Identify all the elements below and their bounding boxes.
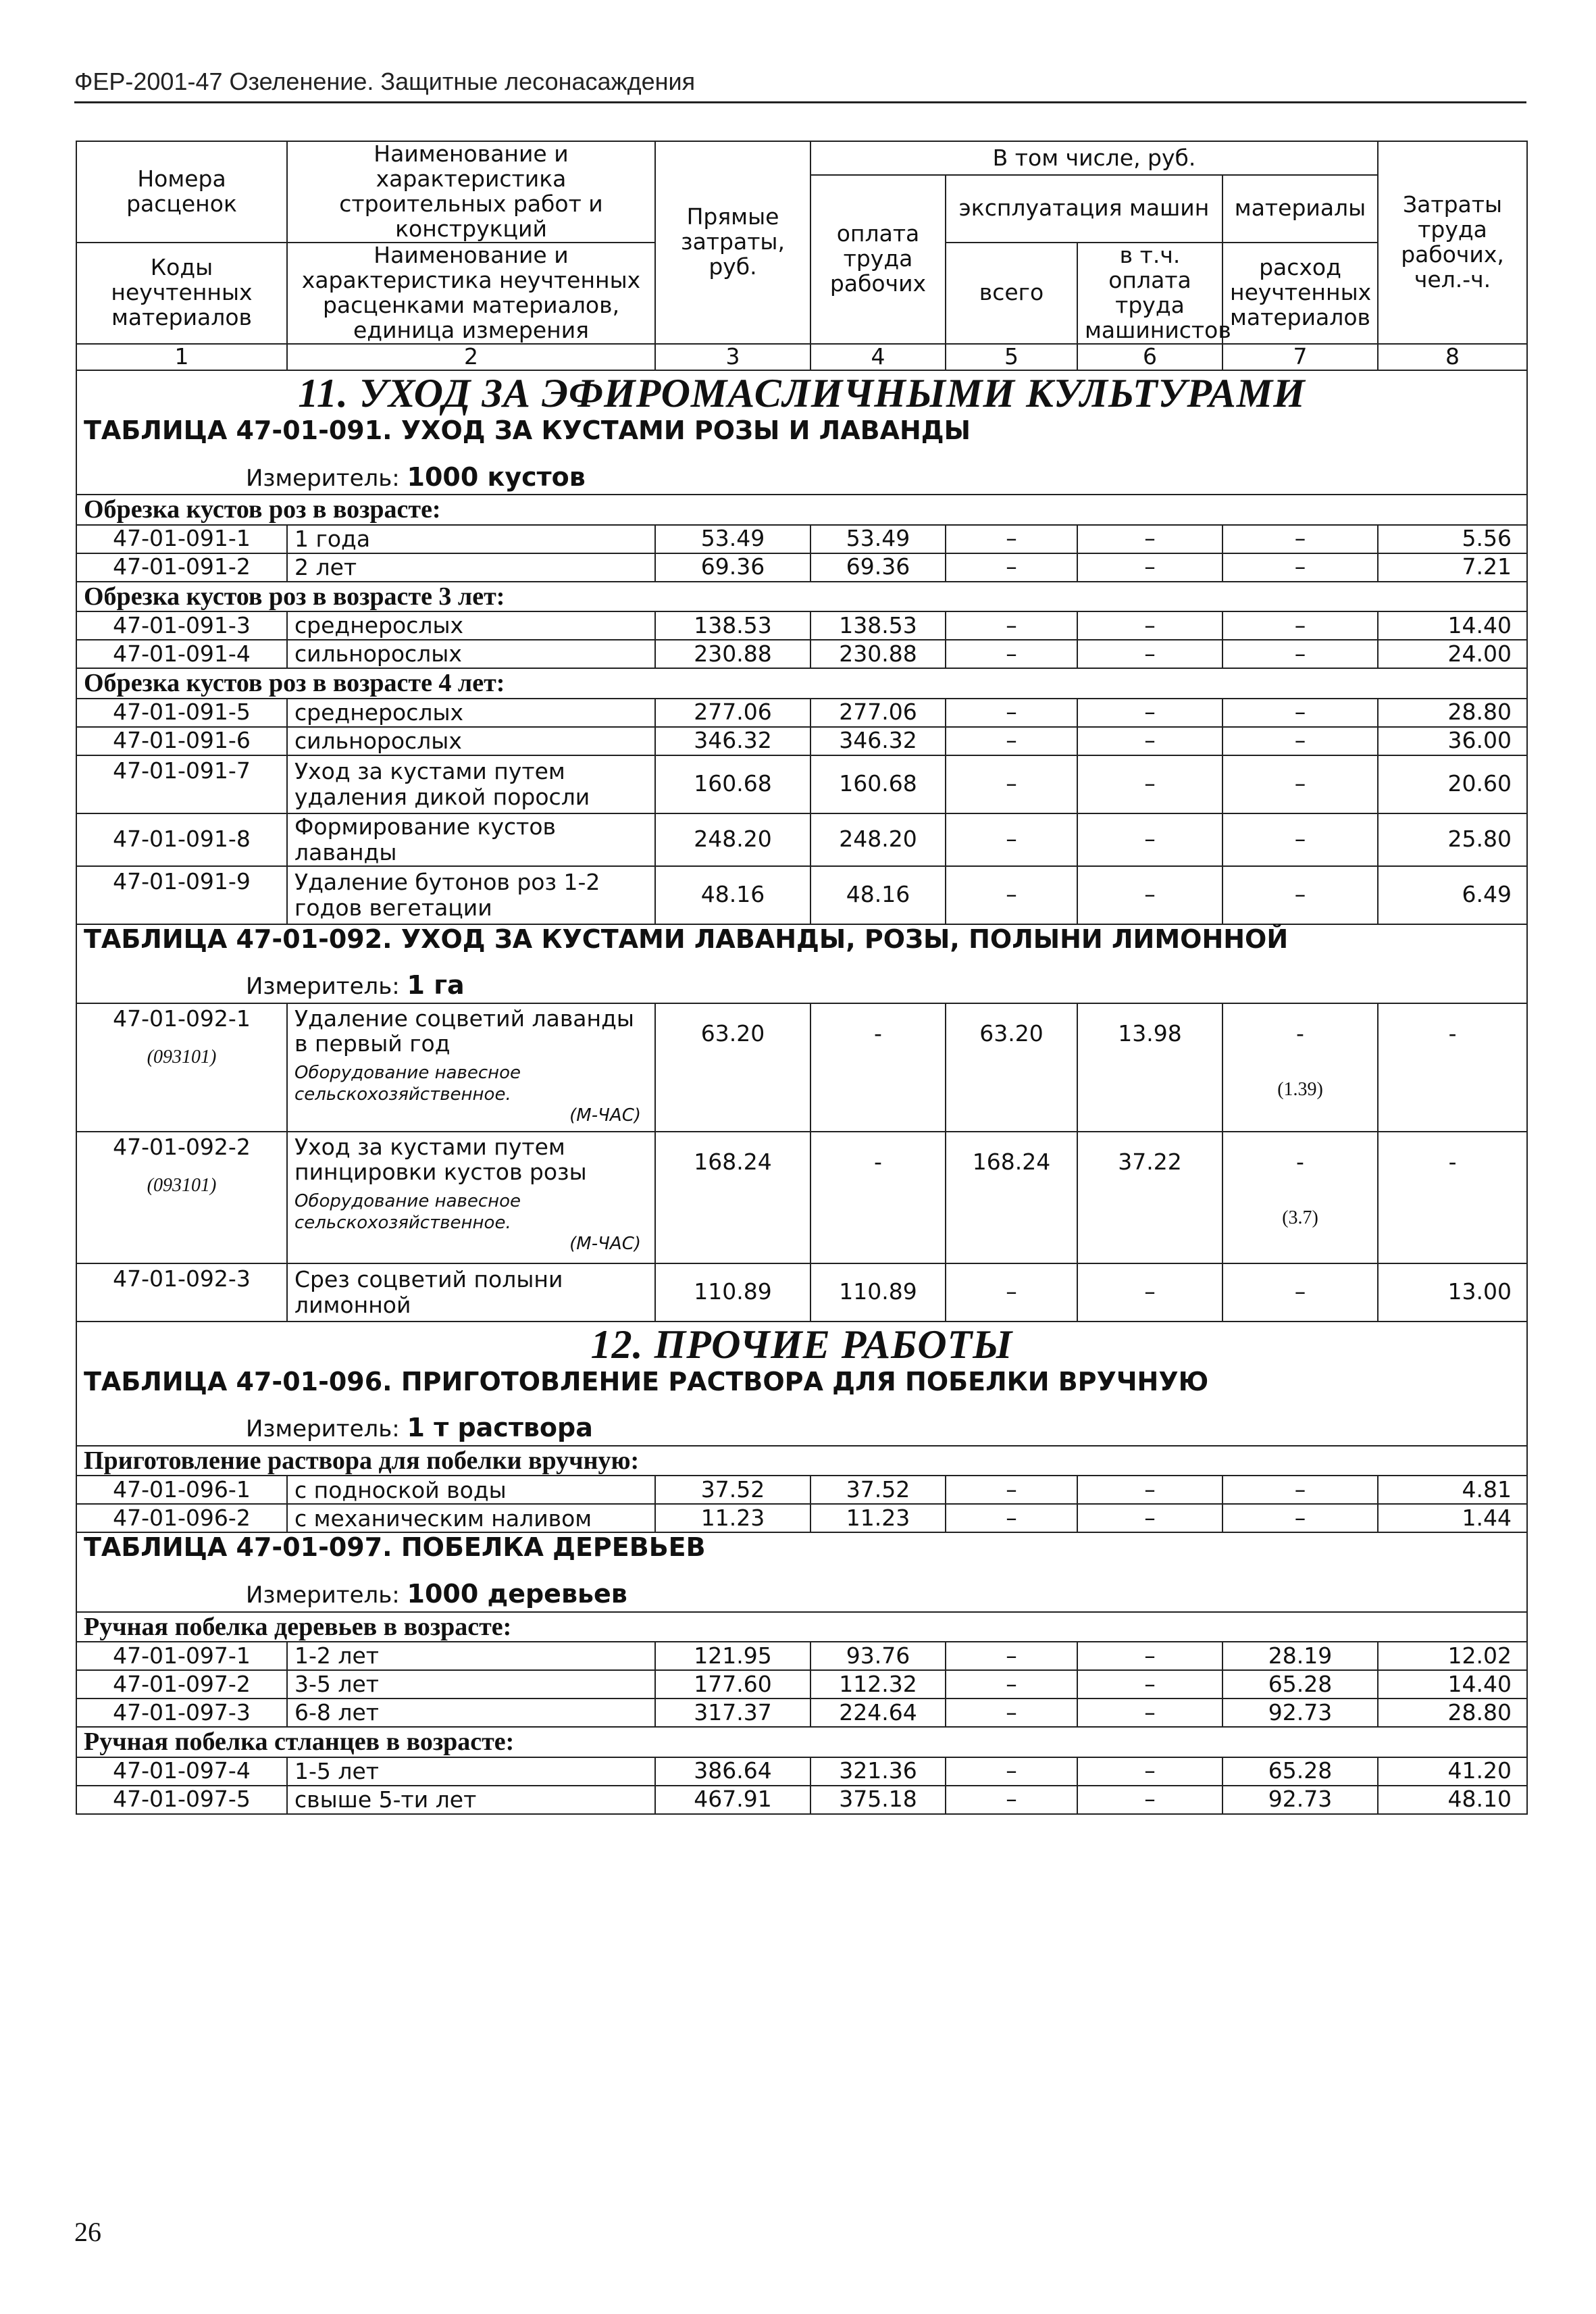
rate-code: 47-01-096-1 [76,1476,287,1504]
machine-total: – [946,1504,1077,1532]
material-code: (093101) [147,1046,217,1067]
header-unaccounted-codes: Коды неучтенных материалов [76,243,287,344]
labor-costs: 28.80 [1378,699,1527,727]
direct-costs: 230.88 [655,640,810,668]
table-title: ТАБЛИЦА 47-01-092. УХОД ЗА КУСТАМИ ЛАВАНДЫ, РОЗЫ, ПОЛЫНИ ЛИМОННОЙ [84,924,1289,954]
rate-code: 47-01-097-2 [76,1670,287,1699]
equipment-name: Оборудование навесное сельскохозяйственное. [294,1190,521,1234]
rate-code: 47-01-097-4 [76,1757,287,1786]
machine-total: – [946,611,1077,640]
direct-costs: 317.37 [655,1699,810,1727]
measure-label: Измеритель: [246,464,400,492]
table-097-rows-b [76,1757,1527,1814]
table-row [76,1642,1527,1670]
table-row [76,1757,1527,1786]
machine-total: – [946,755,1077,813]
labor-pay: - [810,1132,946,1263]
materials-qty: (1.39) [1277,1078,1323,1100]
labor-costs: 25.80 [1378,813,1527,866]
labor-pay: 69.36 [810,553,946,582]
table-row [76,1670,1527,1699]
measure-label: Измеритель: [246,973,400,1001]
labor-costs: 12.02 [1378,1642,1527,1670]
work-name: 1 года [287,525,655,553]
direct-costs: 48.16 [655,866,810,924]
work-name: 1-5 лет [287,1757,655,1786]
machine-labor: 13.98 [1077,1003,1222,1132]
equipment-unit: (М-ЧАС) [569,1105,641,1126]
col-number: 2 [287,344,655,370]
labor-pay: 230.88 [810,640,946,668]
machine-total: – [946,1263,1077,1322]
section-title: 11. УХОД ЗА ЭФИРОМАСЛИЧНЫМИ КУЛЬТУРАМИ [298,370,1306,416]
direct-costs: 53.49 [655,525,810,553]
machine-labor: – [1077,699,1222,727]
rate-code: 47-01-092-2 [113,1133,251,1160]
labor-pay: 11.23 [810,1504,946,1532]
labor-costs: 1.44 [1378,1504,1527,1532]
rate-code: 47-01-091-7 [76,755,287,813]
labor-costs: - [1378,1132,1527,1263]
col-number: 3 [655,344,810,370]
labor-costs: 14.40 [1378,1670,1527,1699]
rate-code: 47-01-091-1 [76,525,287,553]
work-name: сильнорослых [287,727,655,755]
direct-costs: 467.91 [655,1786,810,1814]
table-row [76,727,1527,755]
table-row [76,611,1527,640]
header-rule [74,101,1526,103]
col-number: 7 [1222,344,1378,370]
table-row [76,866,1527,924]
direct-costs: 168.24 [655,1132,810,1263]
table-091-rows-b [76,611,1527,668]
table-096-rows [76,1476,1527,1532]
machine-total: – [946,727,1077,755]
table-row [76,1786,1527,1814]
machine-labor: – [1077,755,1222,813]
labor-costs: 36.00 [1378,727,1527,755]
work-name: среднерослых [287,611,655,640]
table-row [76,525,1527,553]
machine-total: – [946,813,1077,866]
table-row [76,1699,1527,1727]
materials: – [1222,866,1378,924]
labor-costs: 7.21 [1378,553,1527,582]
materials: - [1296,1020,1304,1047]
work-name: Уход за кустами путем удаления дикой поросли [287,755,655,813]
work-name: с подноской воды [287,1476,655,1504]
machine-total: – [946,525,1077,553]
header-machine-ops: эксплуатация машин [946,175,1222,243]
machine-labor: 37.22 [1077,1132,1222,1263]
header-including: В том числе, руб. [810,141,1378,175]
equipment-unit: (М-ЧАС) [569,1233,641,1254]
header-labor-pay: оплата труда рабочих [810,175,946,344]
work-name: 1-2 лет [287,1642,655,1670]
direct-costs: 138.53 [655,611,810,640]
rate-code: 47-01-092-1 [113,1005,251,1032]
group-title: Приготовление раствора для побелки вручную: [84,1446,640,1475]
material-code: (093101) [147,1174,217,1196]
materials: – [1222,1504,1378,1532]
materials: 65.28 [1222,1670,1378,1699]
machine-labor: – [1077,611,1222,640]
header-machine-labor: в т.ч. оплата труда машинистов [1077,243,1222,344]
work-name: Уход за кустами путем пинцировки кустов розы [294,1133,587,1185]
machine-total: – [946,1670,1077,1699]
table-091-rows-a [76,525,1527,582]
materials: 92.73 [1222,1699,1378,1727]
header-rate-numbers: Номера расценок [76,141,287,243]
materials: – [1222,813,1378,866]
machine-labor: – [1077,813,1222,866]
labor-costs: 14.40 [1378,611,1527,640]
materials: – [1222,1476,1378,1504]
header-direct-costs: Прямые затраты, руб. [655,141,810,344]
materials: – [1222,611,1378,640]
materials-cell [1222,1132,1378,1263]
direct-costs: 386.64 [655,1757,810,1786]
labor-costs: 24.00 [1378,640,1527,668]
table-row [76,553,1527,582]
measure-line [84,1413,1520,1442]
machine-labor: – [1077,727,1222,755]
labor-pay: 375.18 [810,1786,946,1814]
labor-pay: 110.89 [810,1263,946,1322]
materials-cell [1222,1003,1378,1132]
work-name-cell [287,1132,655,1263]
labor-pay: 48.16 [810,866,946,924]
machine-labor: – [1077,1476,1222,1504]
materials: 28.19 [1222,1642,1378,1670]
col-number: 4 [810,344,946,370]
table-title: ТАБЛИЦА 47-01-091. УХОД ЗА КУСТАМИ РОЗЫ И ЛАВАНДЫ [84,415,971,445]
col-number: 6 [1077,344,1222,370]
work-name-cell [287,1003,655,1132]
table-title: ТАБЛИЦА 47-01-096. ПРИГОТОВЛЕНИЕ РАСТВОРА ДЛЯ ПОБЕЛКИ ВРУЧНУЮ [84,1366,1209,1397]
direct-costs: 69.36 [655,553,810,582]
section-title: 12. ПРОЧИЕ РАБОТЫ [590,1322,1013,1367]
table-092-row-3 [76,1263,1527,1322]
machine-total: 168.24 [946,1132,1077,1263]
col-number: 1 [76,344,287,370]
table-row [76,1504,1527,1532]
machine-total: – [946,1699,1077,1727]
labor-pay: 53.49 [810,525,946,553]
rate-code: 47-01-096-2 [76,1504,287,1532]
header-machine-total: всего [946,243,1077,344]
machine-total: 63.20 [946,1003,1077,1132]
machine-total: – [946,866,1077,924]
rate-code-cell [76,1003,287,1132]
work-name: сильнорослых [287,640,655,668]
materials: – [1222,640,1378,668]
work-name: 3-5 лет [287,1670,655,1699]
materials: 65.28 [1222,1757,1378,1786]
labor-pay: - [810,1003,946,1132]
direct-costs: 11.23 [655,1504,810,1532]
materials: - [1296,1148,1304,1175]
header-materials-unaccounted: расход неучтенных материалов [1222,243,1378,344]
header-unaccounted-name: Наименование и характеристика неучтенных расценками материалов, единица измерения [287,243,655,344]
labor-pay: 93.76 [810,1642,946,1670]
direct-costs: 346.32 [655,727,810,755]
rate-code: 47-01-091-6 [76,727,287,755]
materials: – [1222,755,1378,813]
direct-costs: 248.20 [655,813,810,866]
labor-costs: 20.60 [1378,755,1527,813]
labor-pay: 112.32 [810,1670,946,1699]
direct-costs: 177.60 [655,1670,810,1699]
measure-line [84,971,1520,1000]
rate-code: 47-01-097-3 [76,1699,287,1727]
machine-labor: – [1077,1786,1222,1814]
labor-pay: 321.36 [810,1757,946,1786]
header-labor-costs: Затраты труда рабочих, чел.-ч. [1378,141,1527,344]
measure-value: 1000 деревьев [407,1579,627,1609]
machine-total: – [946,553,1077,582]
rate-code: 47-01-092-3 [76,1263,287,1322]
machine-labor: – [1077,1263,1222,1322]
rate-code: 47-01-091-8 [76,813,287,866]
materials: – [1222,727,1378,755]
machine-labor: – [1077,866,1222,924]
machine-total: – [946,1757,1077,1786]
machine-labor: – [1077,1670,1222,1699]
rate-code: 47-01-091-9 [76,866,287,924]
col-number: 5 [946,344,1077,370]
direct-costs: 37.52 [655,1476,810,1504]
table-row [76,813,1527,866]
rate-code: 47-01-097-5 [76,1786,287,1814]
document-title: ФЕР-2001-47 Озеленение. Защитные лесонасаждения [74,68,696,95]
rate-code: 47-01-091-3 [76,611,287,640]
labor-pay: 138.53 [810,611,946,640]
labor-pay: 37.52 [810,1476,946,1504]
table-row [76,1476,1527,1504]
direct-costs: 277.06 [655,699,810,727]
labor-costs: 48.10 [1378,1786,1527,1814]
measure-label: Измеритель: [246,1582,400,1609]
table-row [76,1263,1527,1322]
work-name: 2 лет [287,553,655,582]
group-title: Обрезка кустов роз в возрасте 3 лет: [84,582,505,611]
machine-labor: – [1077,1757,1222,1786]
labor-costs: 41.20 [1378,1757,1527,1786]
labor-pay: 346.32 [810,727,946,755]
machine-labor: – [1077,640,1222,668]
machine-labor: – [1077,553,1222,582]
header-work-name: Наименование и характеристика строительных работ и конструкций [287,141,655,243]
direct-costs: 160.68 [655,755,810,813]
measure-value: 1 т раствора [407,1413,593,1443]
labor-costs: 6.49 [1378,866,1527,924]
labor-pay: 248.20 [810,813,946,866]
materials: – [1222,553,1378,582]
table-091-rows-c [76,699,1527,924]
rate-code: 47-01-091-5 [76,699,287,727]
machine-labor: – [1077,1642,1222,1670]
work-name: среднерослых [287,699,655,727]
group-title: Обрезка кустов роз в возрасте 4 лет: [84,669,505,698]
machine-total: – [946,1786,1077,1814]
work-name: Удаление бутонов роз 1-2 годов вегетации [287,866,655,924]
table-row [76,699,1527,727]
machine-labor: – [1077,1699,1222,1727]
materials: – [1222,525,1378,553]
labor-costs: 13.00 [1378,1263,1527,1322]
direct-costs: 63.20 [655,1003,810,1132]
measure-line [84,1580,1520,1609]
labor-pay: 160.68 [810,755,946,813]
labor-costs: 28.80 [1378,1699,1527,1727]
materials: – [1222,699,1378,727]
page-number: 26 [74,2217,101,2247]
measure-value: 1 га [407,970,465,1001]
work-name: с механическим наливом [287,1504,655,1532]
labor-costs: 5.56 [1378,525,1527,553]
table-097-rows-a [76,1642,1527,1727]
materials: – [1222,1263,1378,1322]
header-materials: материалы [1222,175,1378,243]
measure-line [84,463,1520,492]
work-name: свыше 5-ти лет [287,1786,655,1814]
rate-code-cell [76,1132,287,1263]
measure-value: 1000 кустов [407,461,586,492]
table-title: ТАБЛИЦА 47-01-097. ПОБЕЛКА ДЕРЕВЬЕВ [84,1532,706,1563]
work-name: 6-8 лет [287,1699,655,1727]
equipment-name: Оборудование навесное сельскохозяйственное. [294,1062,521,1105]
table-row [76,640,1527,668]
rate-code: 47-01-097-1 [76,1642,287,1670]
rates-table [76,141,1528,1815]
labor-pay: 224.64 [810,1699,946,1727]
machine-total: – [946,699,1077,727]
work-name: Срез соцветий полыни лимонной [287,1263,655,1322]
machine-total: – [946,1642,1077,1670]
machine-total: – [946,640,1077,668]
group-title: Ручная побелка деревьев в возрасте: [84,1612,512,1641]
machine-labor: – [1077,1504,1222,1532]
measure-label: Измеритель: [246,1415,400,1443]
group-title: Обрезка кустов роз в возрасте: [84,495,441,524]
work-name: Формирование кустов лаванды [287,813,655,866]
materials-qty: (3.7) [1282,1207,1318,1228]
labor-costs: - [1378,1003,1527,1132]
table-row [76,755,1527,813]
direct-costs: 110.89 [655,1263,810,1322]
rate-code: 47-01-091-4 [76,640,287,668]
machine-total: – [946,1476,1077,1504]
direct-costs: 121.95 [655,1642,810,1670]
col-number: 8 [1378,344,1527,370]
group-title: Ручная побелка стланцев в возрасте: [84,1728,515,1757]
rate-code: 47-01-091-2 [76,553,287,582]
labor-pay: 277.06 [810,699,946,727]
machine-labor: – [1077,525,1222,553]
labor-costs: 4.81 [1378,1476,1527,1504]
materials: 92.73 [1222,1786,1378,1814]
work-name: Удаление соцветий лаванды в первый год [294,1005,634,1057]
